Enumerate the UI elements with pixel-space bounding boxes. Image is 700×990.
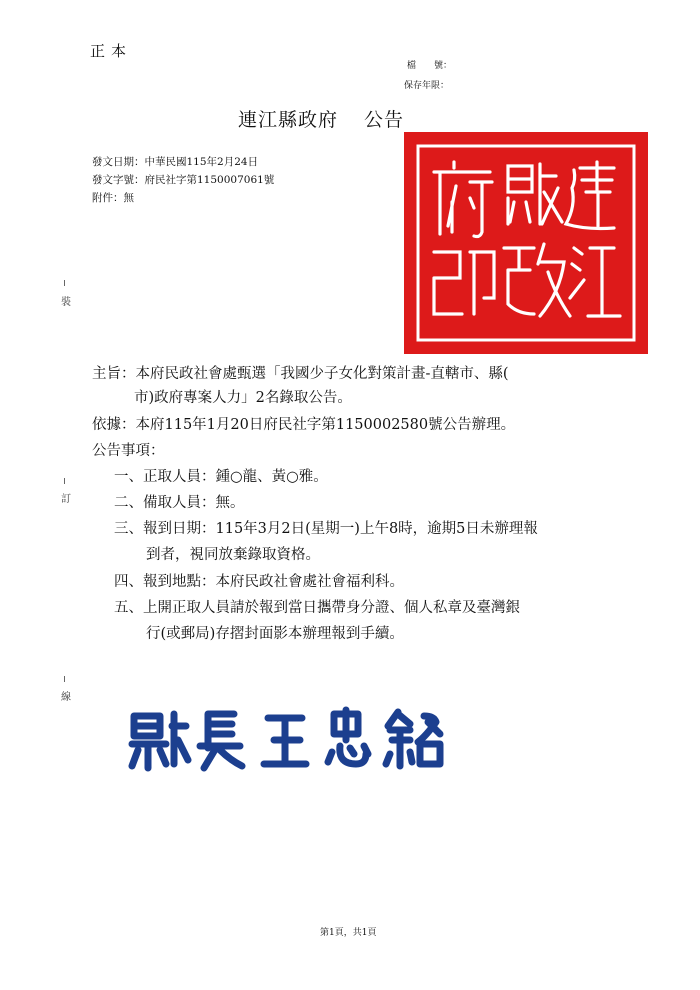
page-footer: 第1頁，共1頁 — [320, 928, 377, 938]
binding-mark-staple: 訂 — [61, 494, 71, 505]
binding-tick — [64, 478, 65, 484]
signature-calligraphy-icon — [128, 706, 458, 776]
document-title — [238, 105, 404, 132]
retention-period-label: 保存年限： — [404, 81, 450, 91]
file-number-label: 檔 號： — [407, 61, 453, 71]
notice-item-5-line-2: 行(或郵局)存摺封面影本辦理報到手續。 — [146, 626, 404, 642]
basis: 依據：本府115年1月20日府民社字第1150002580號公告辦理。 — [92, 417, 516, 433]
magistrate-signature — [128, 706, 458, 780]
notice-item-2: 二、備取人員：無。 — [114, 495, 245, 511]
notice-item-4: 四、報到地點：本府民政社會處社會福利科。 — [114, 574, 404, 590]
binding-tick — [64, 676, 65, 682]
subject-line-1: 主旨：本府民政社會處甄選「我國少子女化對策計畫-直轄市、縣( — [92, 366, 509, 382]
document-number: 發文字號：府民社字第1150007061號 — [92, 174, 275, 186]
notice-item-5-line-1: 五、上開正取人員請於報到當日攜帶身分證、個人私章及臺灣銀 — [114, 600, 520, 616]
notice-item-1: 一、正取人員：鍾○龍、黃○雅。 — [114, 469, 328, 485]
binding-mark-bind: 裝 — [61, 297, 71, 308]
document-type: 公告 — [364, 109, 405, 131]
official-seal — [404, 132, 648, 354]
agency-name: 連江縣政府 — [238, 109, 339, 131]
binding-mark-line: 線 — [61, 692, 71, 703]
seal-glyphs-icon — [404, 132, 648, 354]
attachment: 附件：無 — [92, 192, 134, 204]
notice-heading: 公告事項： — [92, 443, 165, 459]
notice-item-3-line-1: 三、報到日期：115年3月2日(星期一)上午8時，逾期5日未辦理報 — [114, 521, 538, 537]
binding-tick — [64, 280, 65, 286]
issue-date: 發文日期：中華民國115年2月24日 — [92, 156, 259, 168]
notice-item-3-line-2: 到者，視同放棄錄取資格。 — [146, 547, 320, 563]
subject-line-2: 市)政府專案人力」2名錄取公告。 — [134, 390, 352, 406]
copy-mark: 正本 — [90, 42, 133, 60]
